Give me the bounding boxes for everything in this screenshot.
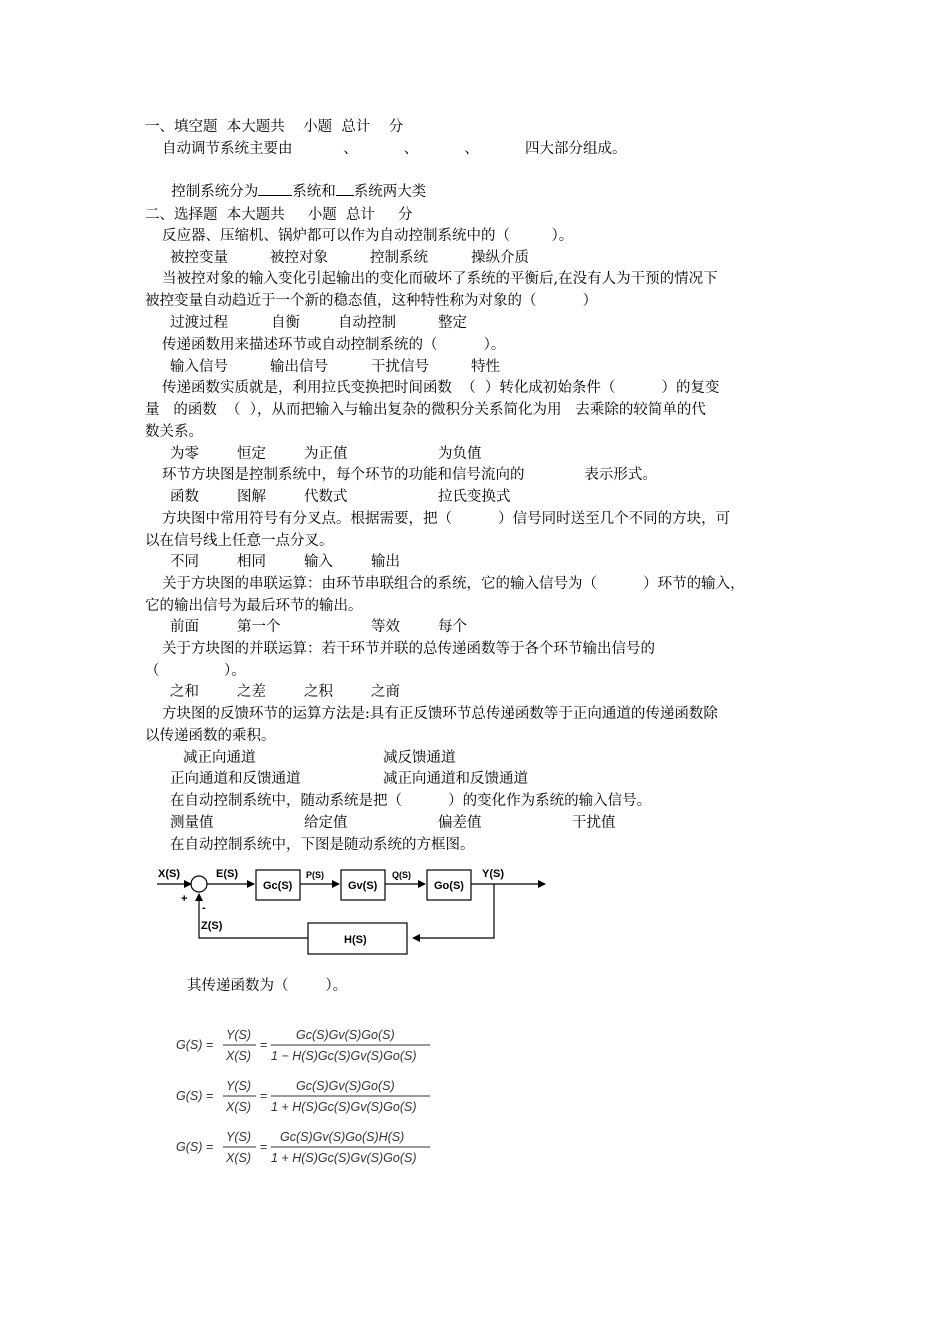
option-b: 被控对象 <box>270 250 328 266</box>
formula-denominator: 1 + H(S)Gc(S)Gv(S)Go(S) <box>271 1100 417 1114</box>
option-c: 代数式 <box>304 489 348 505</box>
formula-c <box>176 1130 430 1165</box>
choice-question-text: 以传递函数的乘积。 <box>145 728 276 744</box>
option-d: 减正向通道和反馈通道 <box>383 771 528 787</box>
choice-question-text: 环节方块图是控制系统中，每个环节的功能和信号流向的 表示形式。 <box>162 467 657 483</box>
option-b: 给定值 <box>304 815 348 831</box>
choice-question-text: 传递函数用来描述环节或自动控制系统的（ ）。 <box>162 337 506 353</box>
block-diagram <box>145 862 565 962</box>
blank-line <box>258 181 292 196</box>
option-d: 特性 <box>471 359 500 375</box>
option-c: 自动控制 <box>338 315 396 331</box>
label-gc: Gc(S) <box>263 880 293 892</box>
option-b: 图解 <box>237 489 266 505</box>
q2-text-2: 系统和 <box>292 184 336 200</box>
choice-question-text: 量 的函数 （ ），从而把输入与输出复杂的微积分关系简化为用 去乘除的较简单的代 <box>145 402 706 418</box>
option-b: 相同 <box>237 554 266 570</box>
formula-numerator: Gc(S)Gv(S)Go(S)H(S) <box>280 1130 405 1144</box>
minus-sign: - <box>202 902 206 914</box>
option-d: 每个 <box>438 619 467 635</box>
choice-question-text: 在自动控制系统中，下图是随动系统的方框图。 <box>170 837 475 853</box>
option-c: 之积 <box>304 684 333 700</box>
option-d: 之商 <box>371 684 400 700</box>
option-c: 控制系统 <box>370 250 428 266</box>
option-b: 第一个 <box>237 619 281 635</box>
option-a: 输入信号 <box>170 359 228 375</box>
option-d: 为负值 <box>438 446 482 462</box>
feedback-path <box>413 884 494 938</box>
formula-numerator: Gc(S)Gv(S)Go(S) <box>296 1028 395 1042</box>
choice-question-text: 以在信号线上任意一点分叉。 <box>145 533 334 549</box>
option-a: 不同 <box>170 554 199 570</box>
formula-denominator: 1 + H(S)Gc(S)Gv(S)Go(S) <box>271 1151 417 1165</box>
formula-numerator: Gc(S)Gv(S)Go(S) <box>296 1079 395 1093</box>
choice-question-text: 关于方块图的串联运算：由环节串联组合的系统，它的输入信号为（ ）环节的输入， <box>162 576 745 592</box>
formula-a <box>176 1028 430 1063</box>
label-e: E(S) <box>216 868 238 880</box>
formula-fraction-num: Y(S) <box>226 1028 251 1042</box>
formula-fraction-den: X(S) <box>226 1100 251 1114</box>
label-gv: Gv(S) <box>348 880 378 892</box>
option-b: 自衡 <box>271 315 300 331</box>
blank-line <box>336 181 354 196</box>
equals-sign: = <box>260 1038 268 1052</box>
option-a: 减正向通道 <box>183 750 256 766</box>
label-x: X(S) <box>158 868 180 880</box>
label-go: Go(S) <box>434 880 464 892</box>
formula-fraction-den: X(S) <box>226 1049 251 1063</box>
option-c: 正向通道和反馈通道 <box>170 771 301 787</box>
option-b: 之差 <box>237 684 266 700</box>
option-d: 输出 <box>371 554 400 570</box>
formula-b <box>176 1079 430 1114</box>
choice-question-text: 被控变量自动趋近于一个新的稳态值，这种特性称为对象的（ ） <box>145 293 598 309</box>
choice-question-text: 当被控对象的输入变化引起输出的变化而破坏了系统的平衡后,在没有人为干预的情况下 <box>162 271 718 287</box>
label-q: Q(S) <box>392 870 411 880</box>
question-1: 自动调节系统主要由 、 、 、 四大部分组成。 <box>162 141 627 157</box>
equals-sign: = <box>260 1140 268 1154</box>
option-a: 被控变量 <box>170 250 228 266</box>
choice-question-text: 方块图中常用符号有分叉点。根据需要，把（ ）信号同时送至几个不同的方块，可 <box>162 511 731 527</box>
label-p: P(S) <box>306 870 324 880</box>
label-z: Z(S) <box>201 920 223 932</box>
option-b: 减反馈通道 <box>383 750 456 766</box>
option-c: 为正值 <box>304 446 348 462</box>
choice-question-text: 在自动控制系统中，随动系统是把（ ）的变化作为系统的输入信号。 <box>170 793 652 809</box>
formula-fraction-den: X(S) <box>226 1151 251 1165</box>
option-c: 干扰信号 <box>371 359 429 375</box>
option-a: 前面 <box>170 619 199 635</box>
formula-options <box>176 1024 446 1174</box>
option-d: 干扰值 <box>572 815 616 831</box>
option-d: 整定 <box>438 315 467 331</box>
option-b: 恒定 <box>237 446 266 462</box>
section2-heading: 二、选择题 本大题共 小题 总计 分 <box>145 207 413 223</box>
choice-question-text: 传递函数实质就是，利用拉氏变换把时间函数 （ ）转化成初始条件（ ）的复变 <box>162 380 720 396</box>
option-a: 测量值 <box>170 815 214 831</box>
choice-question-text: 它的输出信号为最后环节的输出。 <box>145 598 363 614</box>
summing-junction <box>191 876 207 892</box>
q2-text-3: 系统两大类 <box>353 184 427 200</box>
formula-lhs: G(S) = <box>176 1140 214 1154</box>
transfer-function-question: 其传递函数为（ ）。 <box>187 978 348 994</box>
choice-question-text: 反应器、压缩机、锅炉都可以作为自动控制系统中的（ ）。 <box>162 228 574 244</box>
option-d: 操纵介质 <box>471 250 529 266</box>
plus-sign: + <box>181 893 188 905</box>
choice-question-text: 方块图的反馈环节的运算方法是:具有正反馈环节总传递函数等于正向通道的传递函数除 <box>162 706 718 722</box>
option-a: 过渡过程 <box>170 315 228 331</box>
option-c: 等效 <box>371 619 400 635</box>
formula-fraction-num: Y(S) <box>226 1079 251 1093</box>
option-a: 为零 <box>170 446 199 462</box>
option-d: 拉氏变换式 <box>438 489 511 505</box>
formula-denominator: 1 − H(S)Gc(S)Gv(S)Go(S) <box>271 1049 417 1063</box>
option-a: 函数 <box>170 489 199 505</box>
choice-question-text: 数关系。 <box>145 424 203 440</box>
formula-fraction-num: Y(S) <box>226 1130 251 1144</box>
formula-lhs: G(S) = <box>176 1038 214 1052</box>
formula-lhs: G(S) = <box>176 1089 214 1103</box>
choice-question-text: （ ）。 <box>145 663 246 679</box>
section1-heading: 一、填空题 本大题共 小题 总计 分 <box>145 119 404 135</box>
equals-sign: = <box>260 1089 268 1103</box>
option-c: 偏差值 <box>438 815 482 831</box>
question-2 <box>162 161 426 202</box>
option-c: 输入 <box>304 554 333 570</box>
q2-text-1: 控制系统分为 <box>171 184 259 200</box>
choice-question-text: 关于方块图的并联运算：若干环节并联的总传递函数等于各个环节输出信号的 <box>162 641 655 657</box>
option-b: 输出信号 <box>270 359 328 375</box>
label-y: Y(S) <box>482 868 504 880</box>
label-h: H(S) <box>344 934 367 946</box>
option-a: 之和 <box>170 684 199 700</box>
